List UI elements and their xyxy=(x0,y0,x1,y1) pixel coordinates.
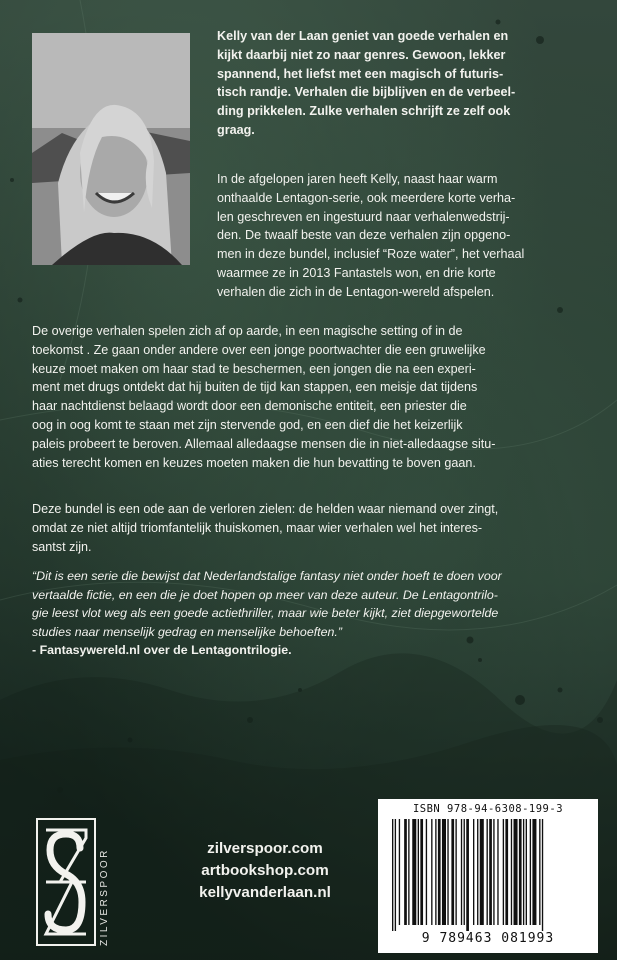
stories-line: ment met drugs ontdekt dat hij buiten de tijd kan stappen, een meisje dat tijdens xyxy=(32,380,478,395)
review-source: - Fantasywereld.nl over de Lentagontrilogie. xyxy=(32,643,292,658)
url-kellyvanderlaan: kellyvanderlaan.nl xyxy=(199,884,331,901)
intro-line: waarmee ze in 2013 Fantastels won, en drie korte xyxy=(217,265,496,280)
bio-line: spannend, het liefst met een magisch of futuris- xyxy=(217,66,504,81)
intro-line: verhalen die zich in de Lentagon-wereld afspelen. xyxy=(217,284,495,299)
url-zilverspoor: zilverspoor.com xyxy=(207,840,323,857)
ode-line: Deze bundel is een ode aan de verloren zielen: de helden waar niemand over zingt, xyxy=(32,502,499,516)
publisher-name: ZILVERSPOOR xyxy=(99,848,110,946)
ode-paragraph xyxy=(32,500,594,556)
stories-line: oog in oog komt te staan met zijn stervende god, en een dief die het keizerlijk xyxy=(32,417,463,432)
bio-line: kijkt daarbij niet zo naar genres. Gewoon, lekker xyxy=(217,47,506,62)
isbn-label: ISBN 978-94-6308-199-3 xyxy=(412,803,564,815)
review-quote xyxy=(32,567,594,660)
intro-paragraph xyxy=(217,170,599,302)
intro-line: men in deze bundel, inclusief “Roze water”, het verhaal xyxy=(217,247,525,262)
stories-line: haar nachtdienst belaagd wordt door een demonische entiteit, een priester die xyxy=(32,399,467,414)
publisher-url-list xyxy=(165,838,365,904)
review-line: vertaalde fictie, en een die je doet hopen op meer van deze auteur. De Lentagontrilo- xyxy=(32,587,498,602)
stories-line: paleis probeert te beroven. Allemaal alledaagse mensen die in niet-alledaagse situ- xyxy=(32,436,496,451)
ode-line: santst zijn. xyxy=(32,539,92,554)
review-line: “Dit is een serie die bewijst dat Nederlandstalige fantasy niet onder hoeft te doen voor xyxy=(32,569,502,583)
isbn-barcode xyxy=(378,799,598,953)
intro-line: In de afgelopen jaren heeft Kelly, naast haar warm xyxy=(217,172,498,186)
ean-number: 9 789463 081993 xyxy=(421,931,555,946)
ode-line: omdat ze niet altijd triomfantelijk thuiskomen, maar wier verhalen wel het interes- xyxy=(32,520,483,535)
stories-paragraph xyxy=(32,322,594,472)
bio-line: Kelly van der Laan geniet van goede verhalen en xyxy=(217,29,509,43)
stories-line: aties terecht komen en keuzes moeten maken die hun bevatting te boven gaan. xyxy=(32,455,476,470)
intro-line: onthaalde Lentagon-serie, ook meerdere korte verha- xyxy=(217,190,516,205)
bio-line: ding prikkelen. Zulke verhalen schrijft ze zelf ook xyxy=(217,104,511,119)
stories-line: toekomst . Ze gaan onder andere over een jonge poortwachter die een gruwelijke xyxy=(32,342,486,357)
author-photo xyxy=(32,33,190,265)
review-line: studies naar menselijk gedrag en menselijke behoeften.” xyxy=(32,624,342,639)
intro-line: den. De twaalf beste van deze verhalen zijn opgeno- xyxy=(217,228,511,243)
barcode-bars xyxy=(388,819,588,931)
intro-line: len geschreven en ingestuurd naar verhalenwedstrij- xyxy=(217,209,510,224)
bio-line: tisch randje. Verhalen die bijblijven en de verbeel- xyxy=(217,85,516,100)
stories-line: De overige verhalen spelen zich af op aarde, in een magische setting of in de xyxy=(32,324,463,338)
stories-line: keuze moet maken om haar stad te beschermen, een jongen die na een experi- xyxy=(32,361,476,376)
bio-line: graag. xyxy=(217,122,255,137)
author-bio xyxy=(217,27,599,140)
url-artbookshop: artbookshop.com xyxy=(201,862,329,879)
zs-monogram-logo xyxy=(36,818,96,946)
review-line: gie leest vlot weg als een goede actiethriller, maar wie beter kijkt, ziet diepgewortelde xyxy=(32,606,499,621)
